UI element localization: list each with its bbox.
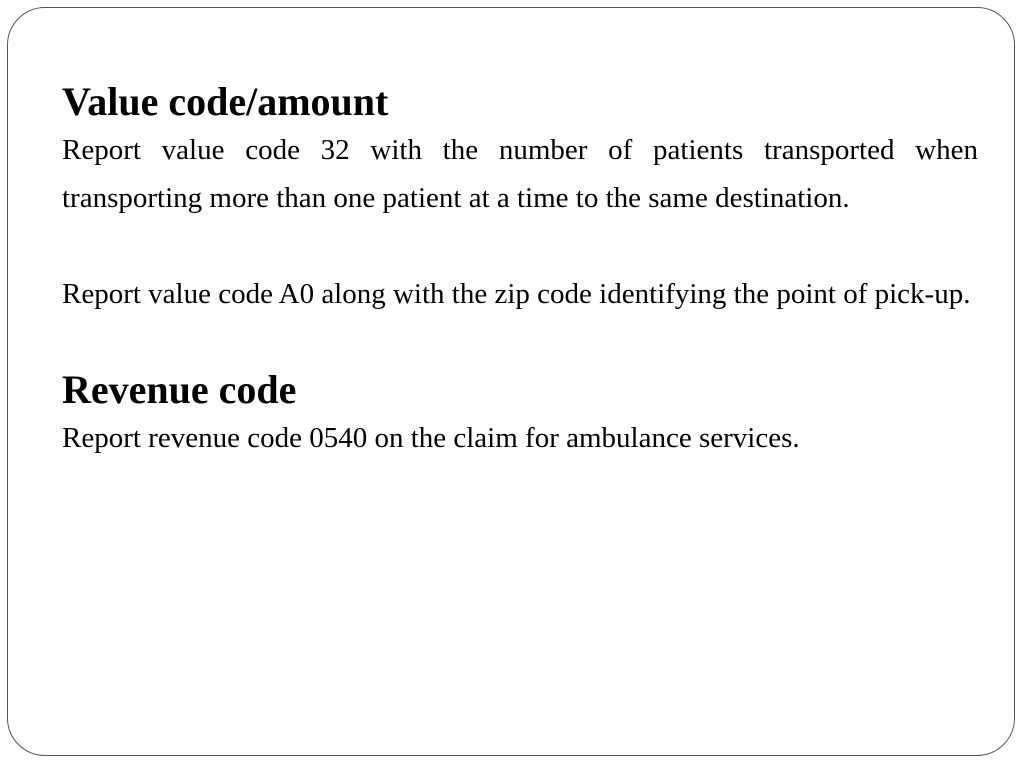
value-code-paragraph-2: Report value code A0 along with the zip code identifying the point of pick-up. xyxy=(62,278,971,310)
value-code-paragraph-1: Report value code 32 with the number of patients transported when transporting more than one patient at a time to the same destination. xyxy=(62,134,978,214)
value-code-heading: Value code/amount xyxy=(62,79,389,124)
revenue-code-heading: Revenue code xyxy=(62,367,297,412)
revenue-code-paragraph: Report revenue code 0540 on the claim for ambulance services. xyxy=(62,422,800,454)
section-spacer xyxy=(62,318,978,366)
slide-content xyxy=(62,78,978,462)
paragraph-spacer xyxy=(62,222,978,270)
